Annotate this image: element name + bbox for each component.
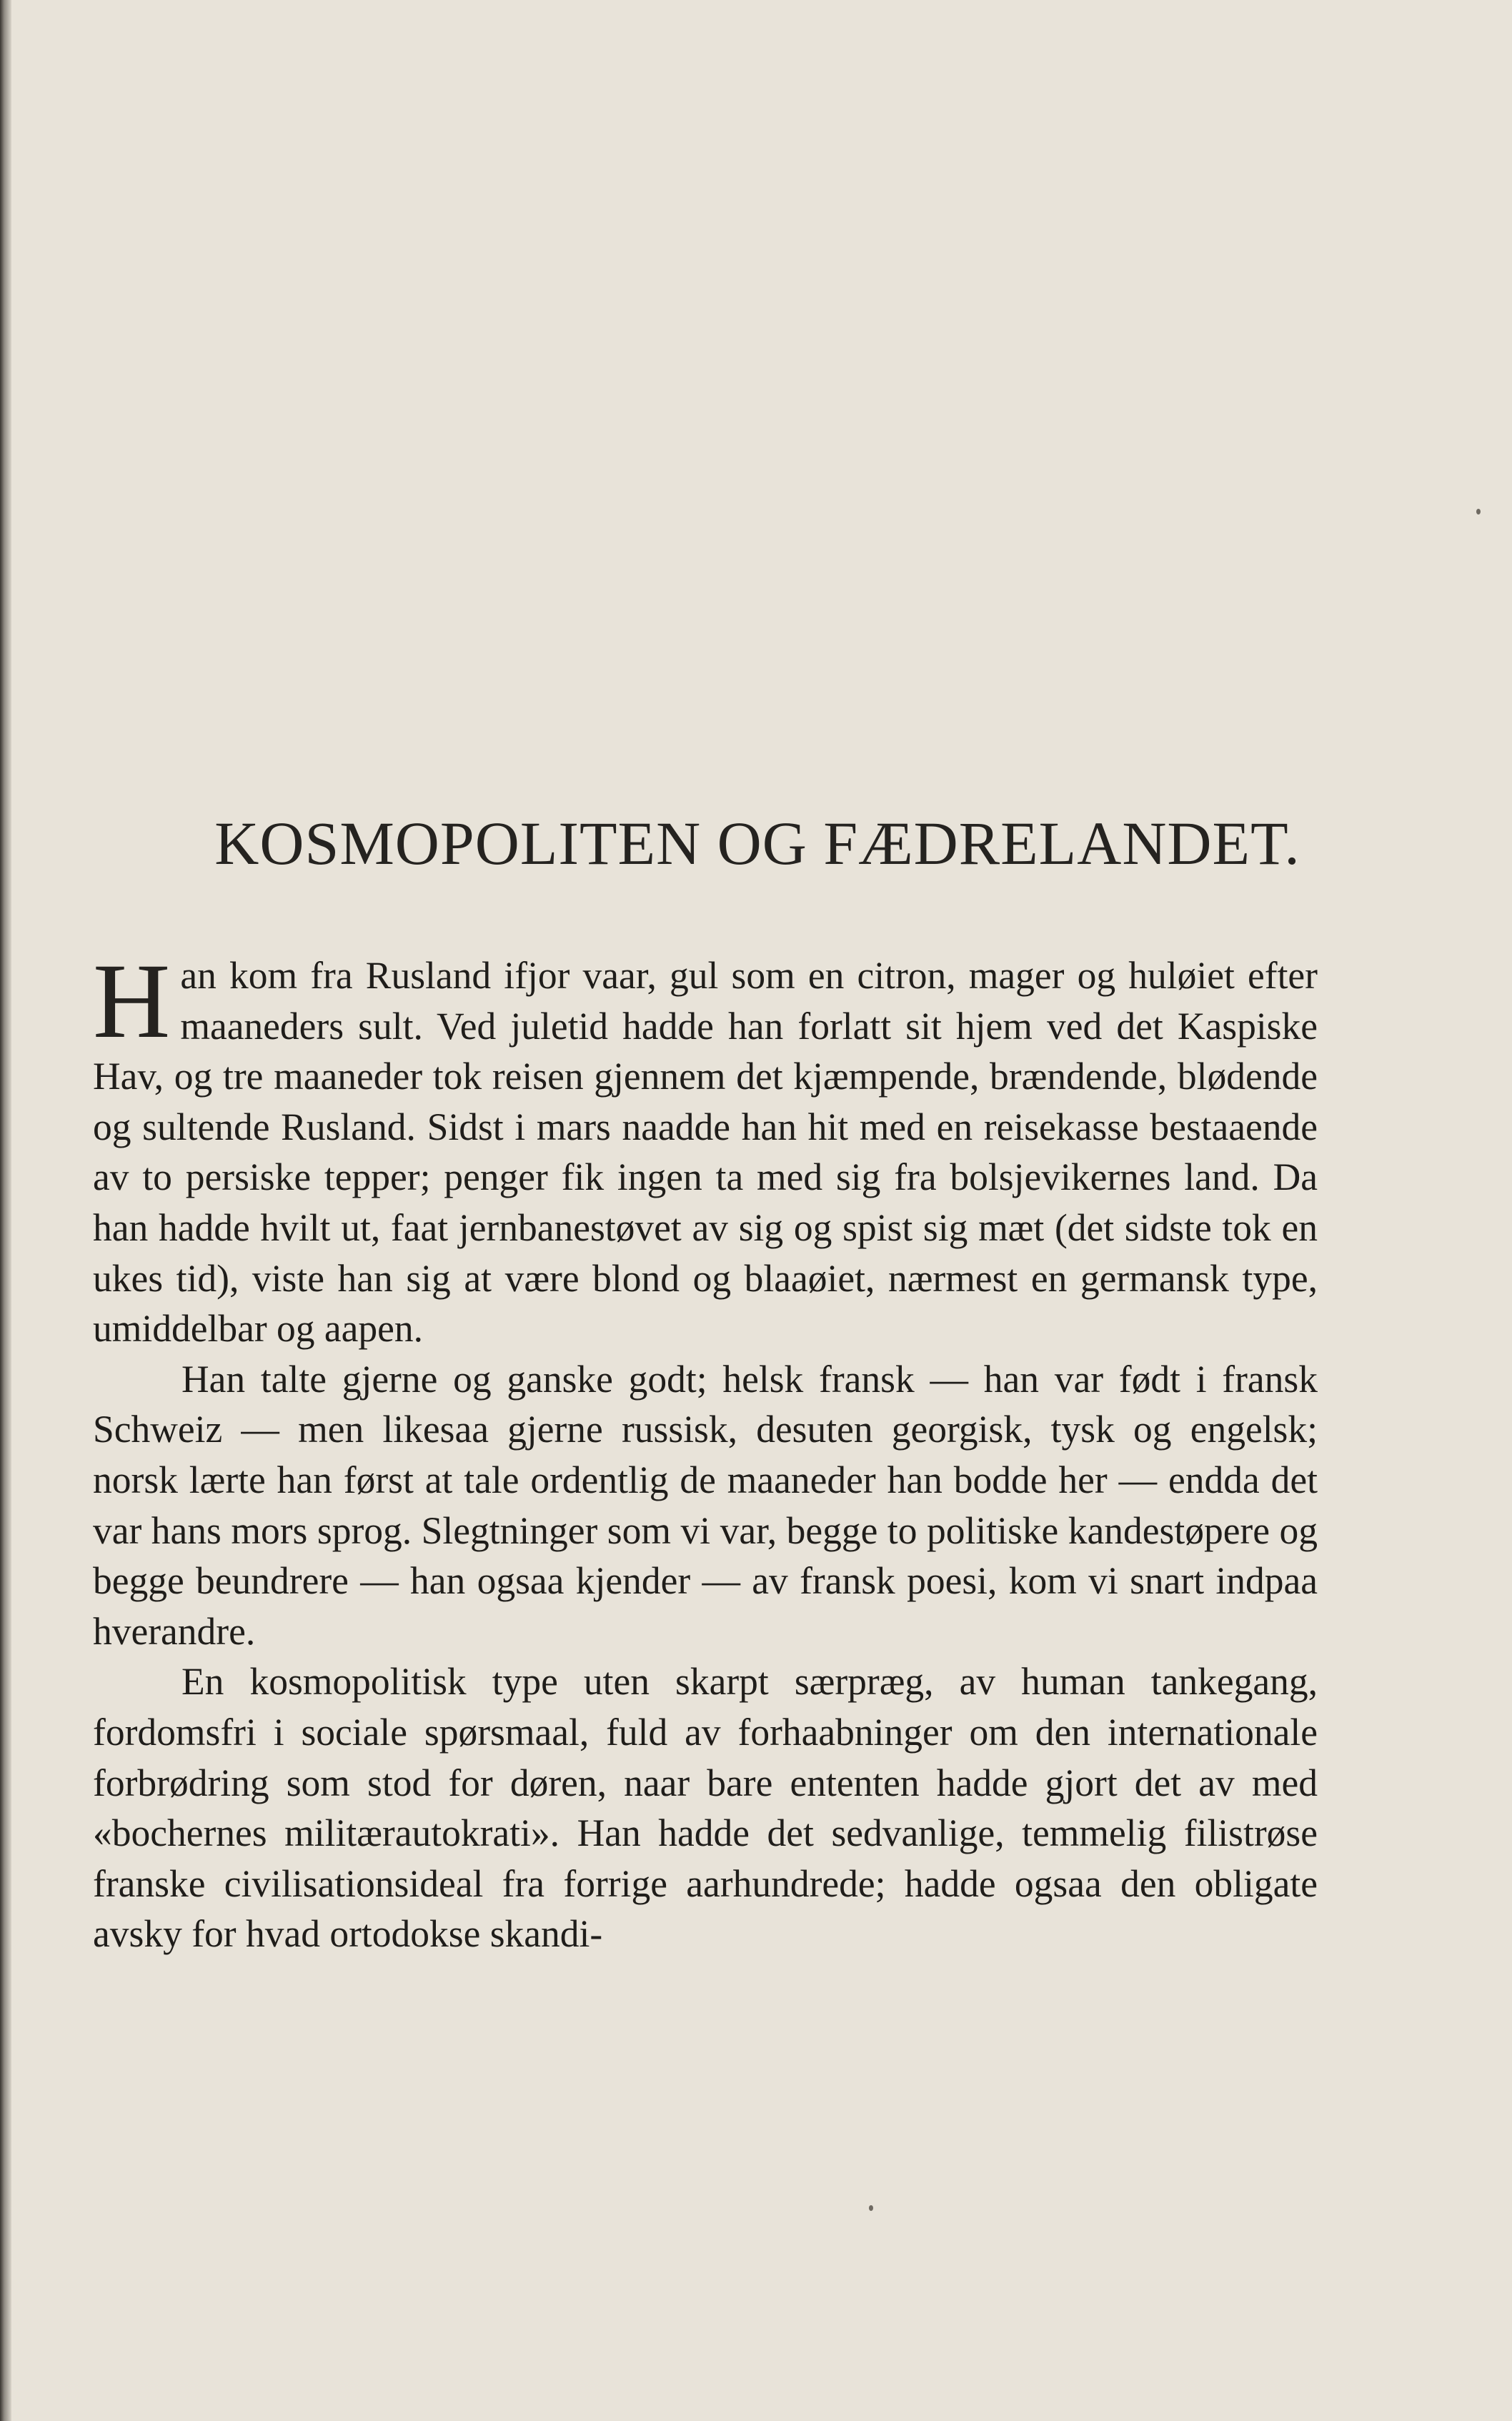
paragraph-1 [93,942,1318,1354]
paper-speck [869,2205,873,2211]
drop-cap: H [93,942,171,1060]
paragraph-1-text: an kom fra Rusland ifjor vaar, gul som en citron, mager og huløiet efter maaneders sult. Ved juletid hadde han forlatt sit hjem ved det Kaspiske Hav, og tre maaneder tok reisen gjennem det kjæmpende, brændende, blødende og sultende Rusland. Sidst i mars naadde han hit med en reisekasse bestaaende av to persiske tepper; penger fik ingen ta med sig fra bolsjevikernes land. Da han hadde hvilt ut, faat jernbanestøvet av sig og spist sig mæt (det sidste tok en ukes tid), viste han sig at være blond og blaaøiet, nærmest en germansk type, umiddelbar og aapen. [93,954,1318,1351]
paragraph-2: Han talte gjerne og ganske godt; helsk fransk — han var født i fransk Schweiz — men likesaa gjerne russisk, desuten georgisk, tysk og engelsk; norsk lærte han først at tale ordentlig de maaneder han bodde her — endda det var hans mors sprog. Slegtninger som vi var, begge to politiske kandestøpere og begge beundrere — han ogsaa kjender — av fransk poesi, kom vi snart indpaa hverandre. [93,1357,1318,1653]
page-spine-edge [0,0,11,2421]
chapter-title: KOSMOPOLITEN OG FÆDRELANDET. [214,809,1300,878]
body-text [93,942,1318,1959]
paper-speck [1476,509,1481,514]
paragraph-3: En kosmopolitisk type uten skarpt særpræg, av human tankegang, fordomsfri i sociale spørsmaal, fuld av forhaabninger om den internationale forbrødring som stod for døren, naar bare ententen hadde gjort det av med «bochernes militærautokrati». Han hadde det sedvanlige, temmelig filistrøse franske civilisationsideal fra forrige aarhundrede; hadde ogsaa den obligate avsky for hvad ortodokse skandi- [93,1660,1318,1956]
